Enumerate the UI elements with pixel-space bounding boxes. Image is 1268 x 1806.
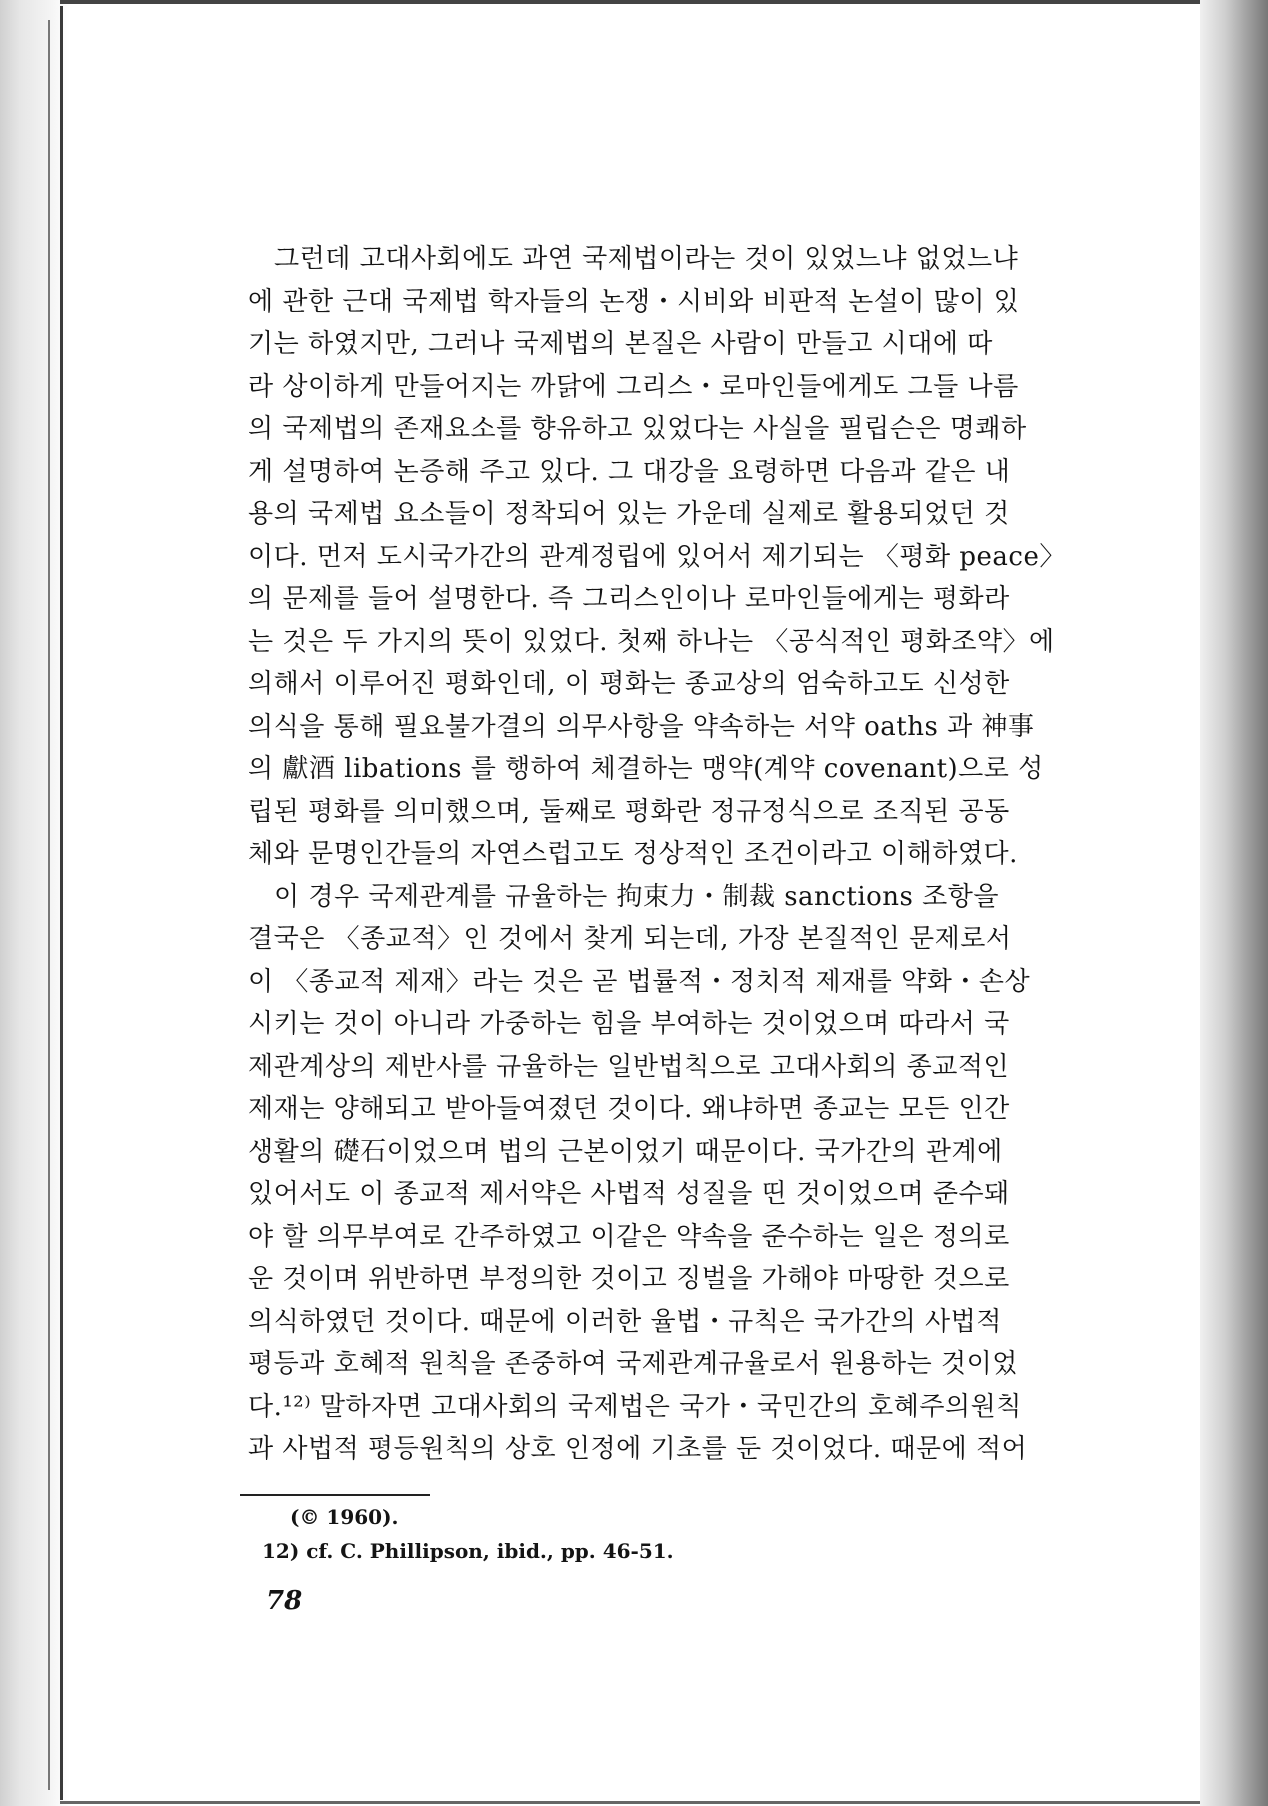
text-line: 의 문제를 들어 설명한다. 즉 그리스인이나 로마인들에게는 평화라 bbox=[248, 584, 1010, 614]
text-line: 운 것이며 위반하면 부정의한 것이고 징벌을 가해야 마땅한 것으로 bbox=[248, 1264, 1010, 1294]
text-line: 립된 평화를 의미했으며, 둘째로 평화란 정규정식으로 조직된 공동 bbox=[248, 796, 1010, 827]
text-line: 용의 국제법 요소들이 정착되어 있는 가운데 실제로 활용되었던 것 bbox=[248, 499, 1010, 529]
text-line: 의식하였던 것이다. 때문에 이러한 율법・규칙은 국가간의 사법적 bbox=[248, 1306, 1002, 1337]
text-line: 의식을 통해 필요불가결의 의무사항을 약속하는 서약 oaths 과 神事 bbox=[248, 711, 1035, 742]
text-line: 이 〈종교적 제재〉라는 것은 곧 법률적・정치적 제재를 약화・손상 bbox=[248, 966, 1031, 997]
text-line: 의 국제법의 존재요소를 향유하고 있었다는 사실을 필립슨은 명쾌하 bbox=[248, 414, 1027, 444]
footnotes bbox=[262, 1500, 674, 1568]
text-line: 체와 문명인간들의 자연스럽고도 정상적인 조건이라고 이해하였다. bbox=[248, 839, 1018, 869]
text-line: 라 상이하게 만들어지는 까닭에 그리스・로마인들에게도 그들 나름 bbox=[248, 371, 1019, 402]
text-line: 생활의 礎石이었으며 법의 근본이었기 때문이다. 국가간의 관계에 bbox=[248, 1136, 1003, 1167]
page-binding-line bbox=[60, 6, 63, 1800]
footnote-divider bbox=[240, 1494, 430, 1496]
text-line: 게 설명하여 논증해 주고 있다. 그 대강을 요령하면 다음과 같은 내 bbox=[248, 456, 1011, 487]
page-top-edge bbox=[60, 0, 1200, 4]
text-line: 의해서 이루어진 평화인데, 이 평화는 종교상의 엄숙하고도 신성한 bbox=[248, 669, 1010, 699]
page-right-shadow bbox=[1200, 0, 1268, 1806]
text-line: 평등과 호혜적 원칙을 존중하여 국제관계규율로서 원용하는 것이었 bbox=[248, 1349, 1018, 1379]
text-line: 기는 하였지만, 그러나 국제법의 본질은 사람이 만들고 시대에 따 bbox=[248, 329, 993, 359]
text-line: 다.¹²⁾ 말하자면 고대사회의 국제법은 국가・국민간의 호혜주의원칙 bbox=[248, 1391, 1022, 1422]
text-line: 이다. 먼저 도시국가간의 관계정립에 있어서 제기되는 〈평화 peace〉 bbox=[248, 541, 1066, 572]
page-stack-edge bbox=[48, 20, 50, 1790]
text-line: 있어서도 이 종교적 제서약은 사법적 성질을 띤 것이었으며 준수돼 bbox=[248, 1179, 1010, 1209]
page-number: 78 bbox=[266, 1586, 303, 1616]
text-line: 에 관한 근대 국제법 학자들의 논쟁・시비와 비판적 논설이 많이 있 bbox=[248, 286, 1020, 317]
footnote-continuation: (© 1960). bbox=[290, 1505, 399, 1529]
text-line: 야 할 의무부여로 간주하였고 이같은 약속을 준수하는 일은 정의로 bbox=[248, 1221, 1010, 1252]
page-bottom-edge bbox=[60, 1801, 1200, 1804]
text-line: 그런데 고대사회에도 과연 국제법이라는 것이 있었느냐 없었느냐 bbox=[274, 244, 1019, 274]
text-line: 이 경우 국제관계를 규율하는 拘束力・制裁 sanctions 조항을 bbox=[274, 881, 999, 912]
footnote-12: 12) cf. C. Phillipson, ibid., pp. 46-51. bbox=[262, 1539, 674, 1563]
text-line: 시키는 것이 아니라 가중하는 힘을 부여하는 것이었으며 따라서 국 bbox=[248, 1009, 1010, 1039]
text-line: 제재는 양해되고 받아들여졌던 것이다. 왜냐하면 종교는 모든 인간 bbox=[248, 1094, 1010, 1124]
text-line: 는 것은 두 가지의 뜻이 있었다. 첫째 하나는 〈공식적인 평화조약〉에 bbox=[248, 626, 1055, 657]
text-line: 제관계상의 제반사를 규율하는 일반법칙으로 고대사회의 종교적인 bbox=[248, 1051, 1010, 1082]
body-text bbox=[248, 238, 1082, 1471]
text-line: 의 獻酒 libations 를 행하여 체결하는 맹약(계약 covenant)으로 성 bbox=[248, 754, 1044, 784]
text-line: 과 사법적 평등원칙의 상호 인정에 기초를 둔 것이었다. 때문에 적어 bbox=[248, 1434, 1028, 1464]
text-line: 결국은 〈종교적〉인 것에서 찾게 되는데, 가장 본질적인 문제로서 bbox=[248, 924, 1012, 954]
